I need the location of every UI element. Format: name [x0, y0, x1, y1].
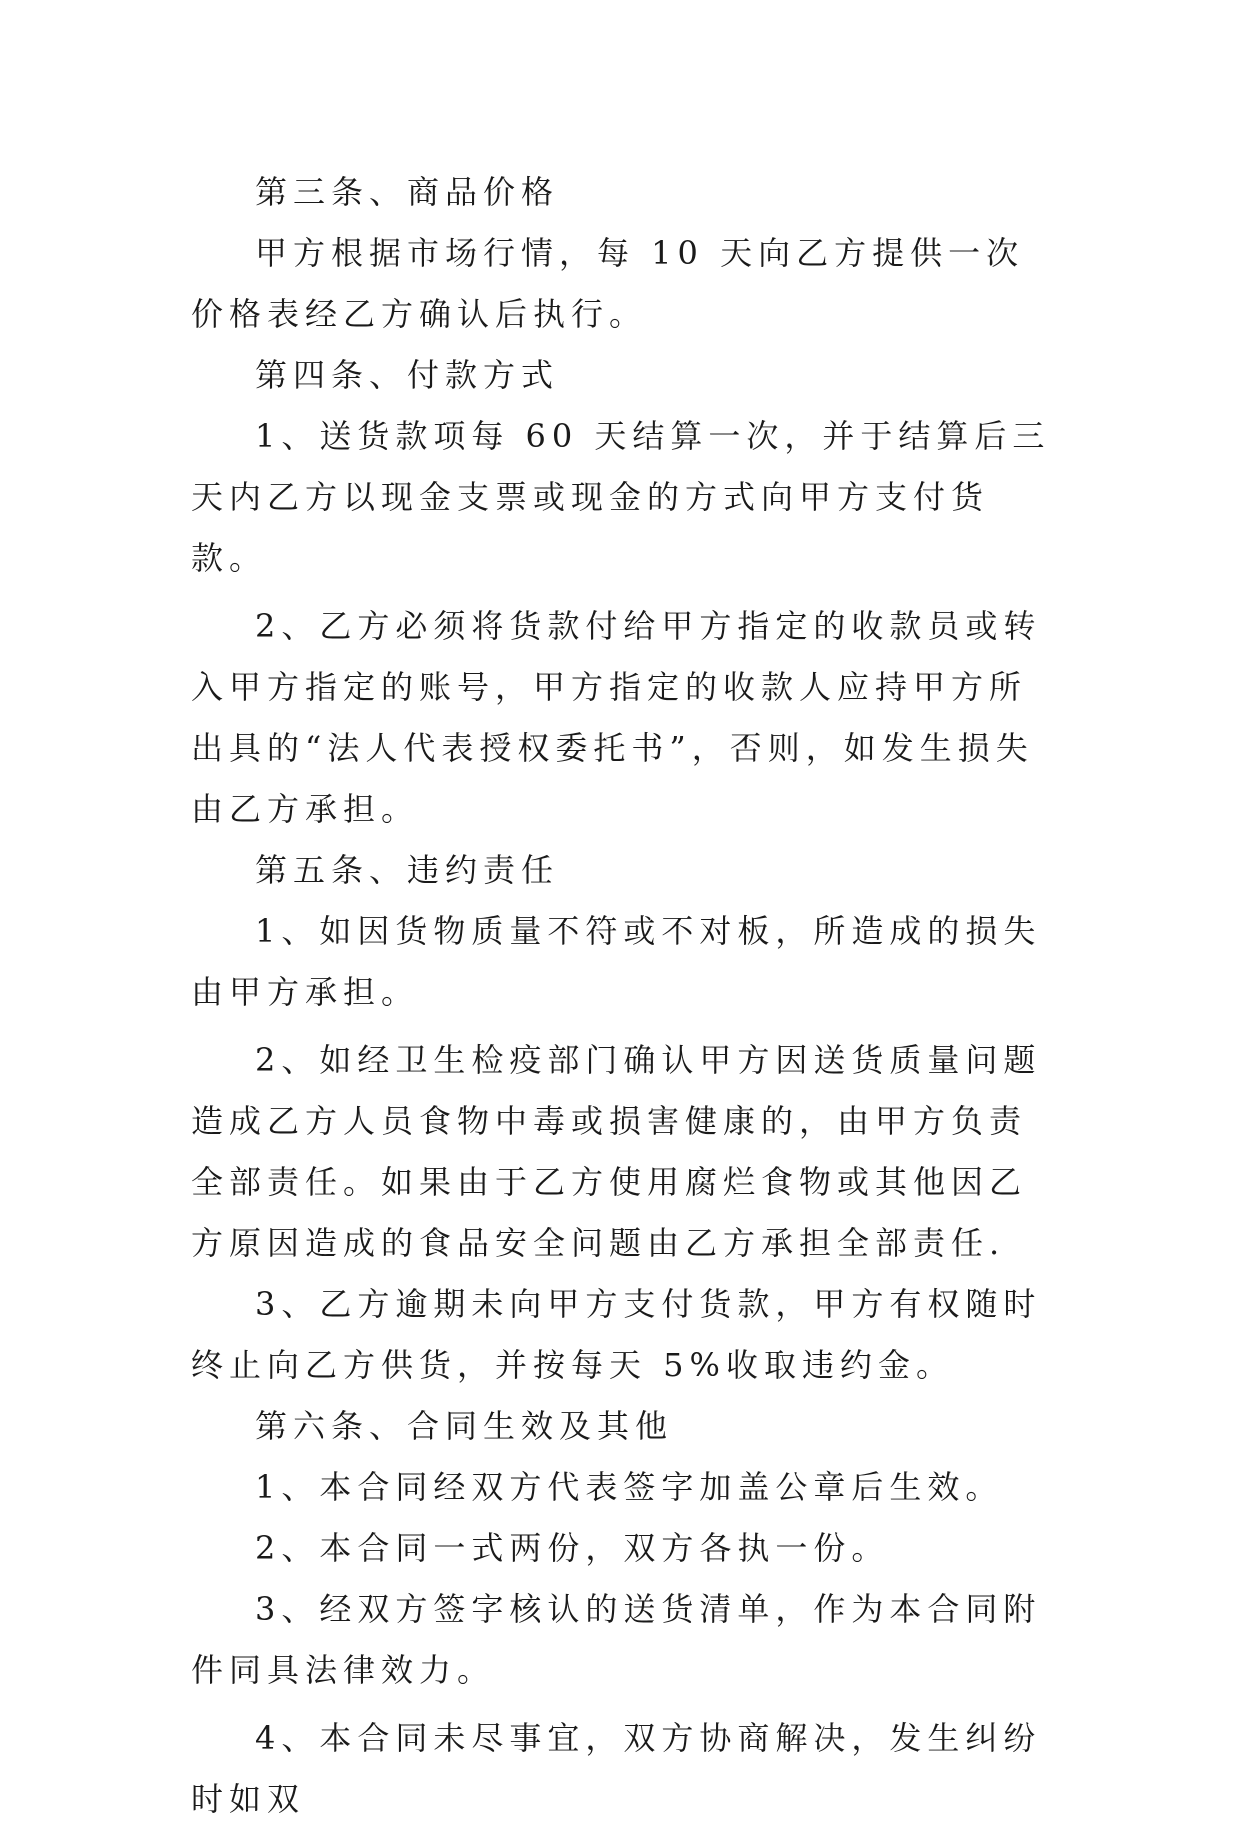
clause-effect-4: 4、本合同未尽事宜，双方协商解决，发生纠纷时如双 [191, 1719, 1042, 1818]
clause-price-text: 甲方根据市场行情，每 10 天向乙方提供一次价格表经乙方确认后执行。 [191, 234, 1025, 333]
section-heading-price: 第三条、商品价格 [255, 173, 560, 211]
clause-effect-3: 3、经双方签字核认的送货清单，作为本合同附件同具法律效力。 [191, 1590, 1042, 1689]
clause-payment-2: 2、乙方必须将货款付给甲方指定的收款员或转入甲方指定的账号，甲方指定的收款人应持甲方所出具的“法人代表授权委托书”，否则，如发生损失由乙方承担。 [191, 607, 1042, 828]
section-heading-effect: 第六条、合同生效及其他 [255, 1407, 674, 1445]
clause-liability-3: 3、乙方逾期未向甲方支付货款，甲方有权随时终止向乙方供货，并按每天 5%收取违约金。 [191, 1285, 1042, 1384]
clause-liability-1: 1、如因货物质量不符或不对板，所造成的损失由甲方承担。 [191, 912, 1042, 1011]
document-body [191, 162, 1051, 1830]
clause-effect-2: 2、本合同一式两份，双方各执一份。 [255, 1529, 890, 1567]
section-heading-payment: 第四条、付款方式 [255, 356, 560, 394]
clause-effect-1: 1、本合同经双方代表签字加盖公章后生效。 [255, 1468, 1004, 1506]
clause-liability-2: 2、如经卫生检疫部门确认甲方因送货质量问题造成乙方人员食物中毒或损害健康的，由甲方负责全部责任。如果由于乙方使用腐烂食物或其他因乙方原因造成的食品安全问题由乙方承担全部责任. [191, 1041, 1042, 1262]
clause-payment-1: 1、送货款项每 60 天结算一次，并于结算后三天内乙方以现金支票或现金的方式向甲方支付货款。 [191, 417, 1051, 577]
section-heading-liability: 第五条、违约责任 [255, 851, 560, 889]
